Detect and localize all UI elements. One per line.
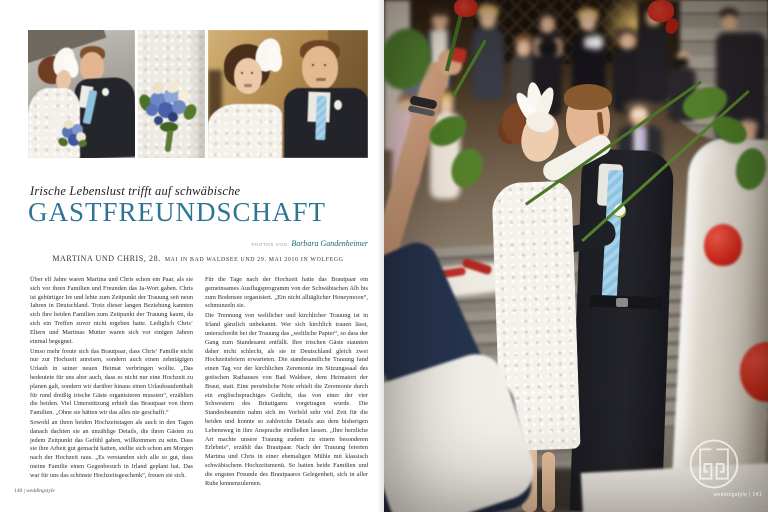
kicker: Irische Lebenslust trifft auf schwäbische: [30, 184, 241, 198]
left-page-footer: [14, 488, 55, 494]
paragraph: Über elf Jahre waren Martina und Chris schon ein Paar, als sie sich vor ihren Familien und Freunden das Ja-Wort gaben. Chris ist gebürtiger Ire und lebte zum Zeitpunkt der Trauung seit neun Jahren in Deutschland. Trotz dieser langen Beziehung kannten sich ihre beiden Familien zum Zeitpunkt der Trauung kaum, da sich ein Treffen zuvor nicht ergeben hatte. Lediglich Chris’ Eltern und Martinas Mutter waren sich vor einigen Jahren einmal begegnet.: [30, 276, 193, 345]
photo-bride-groom-portrait: [208, 30, 368, 158]
groom-hair: [564, 84, 612, 110]
photo-credit-name: Barbara Gandenheimer: [291, 239, 368, 248]
photographer-monogram-logo: [688, 438, 740, 490]
paragraph: Die Trennung von weltlicher und kirchlicher Trauung ist in Irland gänzlich unbekannt. Wer sich kirchlich trauen lässt, unterschreibt bei der Trauung das „weltliche Papier“, so dass der Gang zum Standesamt entfällt. Ihre irischen Gäste staunten daher nicht schlecht, als sie in Deutschland gleich zwei Hochzeitsfeiern erwarteten. Die standesamtliche Trauung fand einen Tag vor der kirchlichen Zeremonie im Sitzungssaal des gotischen Rathauses von Bad Waldsee, dem Heimatort der Braut, statt. Eine persönliche Note erhielt die Zeremonie durch ein englischsprachiges Gedicht, das von einer der vier Schwestern des Bräutigams vorgetragen wurde. Die Standesbeamtin nahm sich im Vorfeld sehr viel Zeit für die beiden und konnte so zahlreiche Details aus dem bisherigen Lebensweg in ihre Ansprache einfließen lassen. „Ihre herzliche Art machte unsere Trauung zudem zu einem besonderen Erlebnis“, erzählt das Brautpaar. Nach der Trauung feierten Martina und Chris in einer ehemaligen Mühle mit klassisch schwäbischem Hochzeitsmenü. So hatten beide Familien und die engsten Freunde des Brautpaares Gelegenheit, sich in aller Ruhe kennenzulernen.: [205, 312, 368, 487]
page-gutter-shadow: [377, 0, 384, 512]
photo-couple-kissing: [28, 30, 135, 158]
right-page-photo: [384, 0, 768, 512]
article-column-left: [30, 276, 193, 490]
belt-buckle: [616, 298, 628, 307]
dateline: [28, 248, 368, 266]
heart-balloon: [704, 224, 742, 266]
right-page-footer: [713, 492, 762, 498]
photo-bouquet: [138, 30, 205, 158]
magazine-name: weddingstyle: [26, 488, 55, 494]
paragraph: Umso mehr freute sich das Brautpaar, dass Chris’ Familie nicht nur zur Hochzeit anreisen, sondern auch einen zehntägigen Urlaub in seiner neuen Heimat verbringen wollte. „Das bedeutete für uns aber auch, dass es nicht nur eine Hochzeit zu planen galt, sondern wir darüber hinaus einen Urlaubsaufenthalt für rund dreißig irische Gäste organisieren mussten“, erzählten die beiden. Viel Unterstützung erhielt das Brautpaar von ihren Familien. „Ohne sie hätten wir das alles nie geschafft.“: [30, 347, 193, 417]
photo-credit-label: PHOTOS VON: [251, 242, 288, 247]
dateline-details: MAI IN BAD WALDSEE UND 29. MAI 2010 IN WOLFEGG: [164, 257, 344, 263]
red-rose-bloom: [454, 0, 478, 17]
article-title: GASTFREUNDSCHAFT: [28, 197, 327, 227]
article-body: [30, 276, 368, 490]
article-column-right: [205, 276, 368, 490]
magazine-name: weddingstyle: [713, 492, 748, 498]
paragraph: Sowohl an ihren beiden Hochzeitstagen als auch in den Tagen danach dachten sie an unzählige Details, die ihren Gästen zu jedem Zeitpunkt das Gefühl gaben, willkommen zu sein. Dass sie ihre Arbeit gut gemacht hatten, stellte sich schon am Morgen nach der Hochzeit raus. „Es verstanden sich alle so gut, dass meine Familie einen Gegenbesuch in Irland geplant hat. Das war für uns das schönste Hochzeitsgeschenk“, freuen sie sich.: [30, 419, 193, 479]
page-number: 140: [14, 488, 23, 494]
footer-separator: |: [23, 488, 25, 494]
page-number: 141: [752, 492, 762, 498]
photo-bride-groom-portrait-art: [208, 30, 368, 158]
bride-leg: [542, 452, 555, 512]
photo-couple-kissing-art: [28, 30, 135, 158]
photo-bouquet-art: [138, 30, 205, 158]
dateline-names: MARTINA UND CHRIS, 28.: [52, 254, 161, 263]
paragraph: Für die Tage nach der Hochzeit hatte das Brautpaar ein gemeinsames Ausflugsprogramm von der Schwäbischen Alb bis zum Bodensee organisiert. „Ein nicht alltäglicher Honeymoon“, schmunzeln sie.: [205, 276, 368, 310]
footer-separator: |: [748, 492, 751, 498]
